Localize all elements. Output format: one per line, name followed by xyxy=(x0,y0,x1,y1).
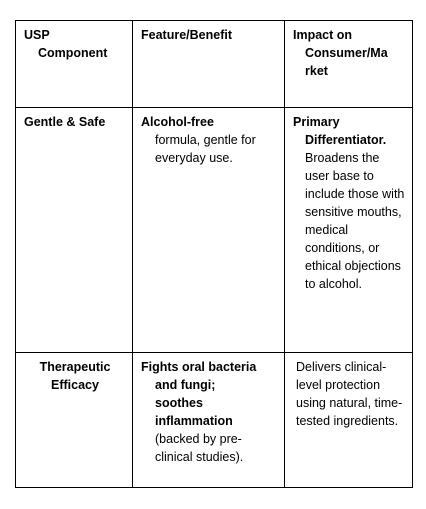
usp-table xyxy=(15,20,413,488)
cell-impact-primary xyxy=(285,108,413,353)
table-row xyxy=(16,353,413,488)
header-cell-usp-component xyxy=(16,21,133,108)
header-cell-feature-benefit xyxy=(133,21,285,108)
impact-primary-text: Broadens the user base to include those with sensitive mouths, medical conditions, or ethical objections to alcohol. xyxy=(305,151,405,291)
header-feature-benefit: Feature/Benefit xyxy=(141,28,232,42)
impact-primary-line2: Differentiator. xyxy=(305,133,387,147)
feature-fights-line2: and fungi; xyxy=(155,378,216,392)
cell-feature-fights-bacteria xyxy=(133,353,285,488)
header-cell-impact xyxy=(285,21,413,108)
cell-feature-alcohol-free xyxy=(133,108,285,353)
feature-alcohol-free-text: formula, gentle for everyday use. xyxy=(155,133,256,165)
component-therapeutic-line1: Therapeutic xyxy=(39,360,111,374)
table-row xyxy=(16,108,413,353)
table-header-row xyxy=(16,21,413,108)
feature-fights-text: (backed by pre-clinical studies). xyxy=(155,432,244,464)
feature-fights-line1: Fights oral bacteria xyxy=(141,360,257,374)
feature-fights-line3: soothes xyxy=(155,396,203,410)
header-impact-line2: Consumer/Ma xyxy=(305,46,388,60)
header-usp-line1: USP xyxy=(24,28,50,42)
header-usp-line2: Component xyxy=(38,46,108,60)
component-gentle-safe: Gentle & Safe xyxy=(24,115,106,129)
header-impact-line1: Impact on xyxy=(293,28,353,42)
impact-primary-line1: Primary xyxy=(293,115,340,129)
header-impact-line3: rket xyxy=(305,64,328,78)
cell-component-therapeutic xyxy=(16,353,133,488)
cell-component-gentle-safe xyxy=(16,108,133,353)
feature-fights-line4: inflammation xyxy=(155,414,233,428)
impact-clinical-text: Delivers clinical-level protection using natural, time-tested ingredients. xyxy=(296,360,403,428)
component-therapeutic-line2: Efficacy xyxy=(51,378,99,392)
cell-impact-clinical xyxy=(285,353,413,488)
feature-alcohol-free-bold: Alcohol-free xyxy=(141,115,214,129)
